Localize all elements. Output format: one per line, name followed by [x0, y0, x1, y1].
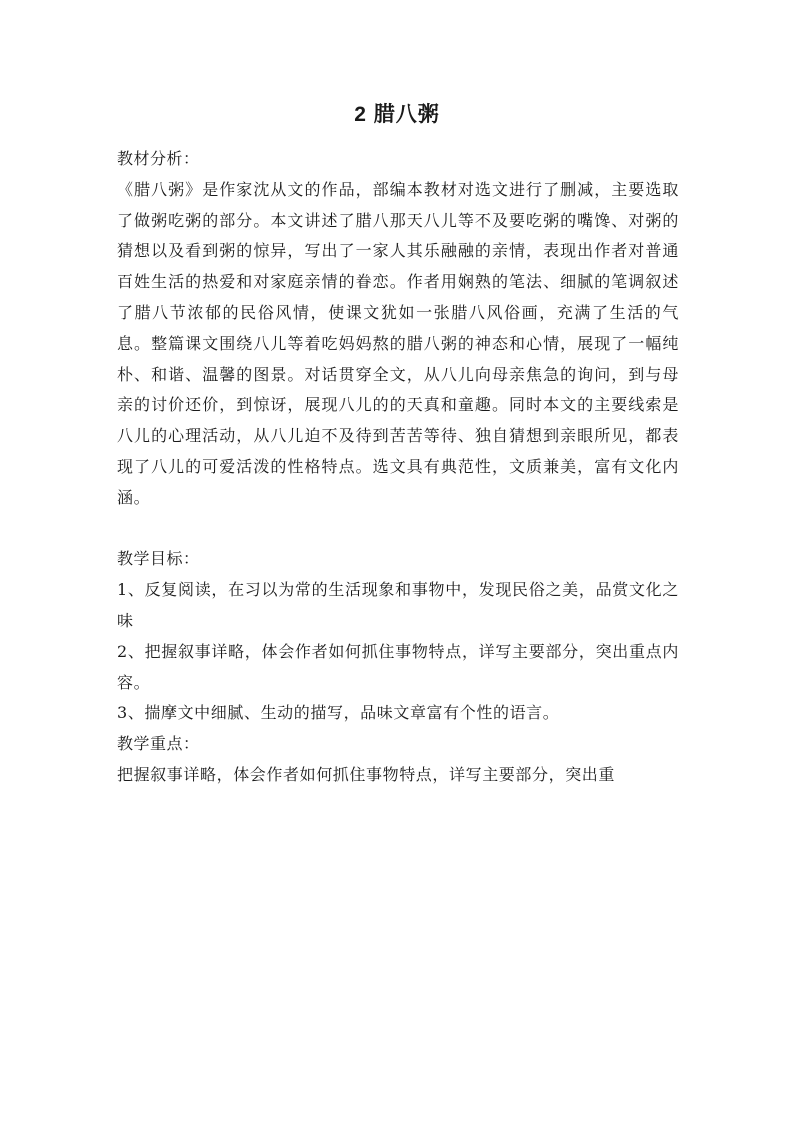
document-body	[117, 144, 679, 791]
goal-item-2: 2、把握叙事详略，体会作者如何抓住事物特点，详写主要部分，突出重点内容。	[117, 641, 679, 692]
blank-line	[117, 514, 679, 545]
analysis-paragraph: 《腊八粥》是作家沈从文的作品，部编本教材对选文进行了删减，主要选取了做粥吃粥的部分。本文讲述了腊八那天八儿等不及要吃粥的嘴馋、对粥的猜想以及看到粥的惊异，写出了一家人其乐融融的亲情，表现出作者对普通百姓生活的热爱和对家庭亲情的眷恋。作者用娴熟的笔法、细腻的笔调叙述了腊八节浓郁的民俗风情，使课文犹如一张腊八风俗画，充满了生活的气息。整篇课文围绕八儿等着吃妈妈熬的腊八粥的神态和心情，展现了一幅纯朴、和谐、温馨的图景。对话贯穿全文，从八儿向母亲焦急的询问，到与母亲的讨价还价，到惊讶，展现八儿的的天真和童趣。同时本文的主要线索是八儿的心理活动，从八儿迫不及待到苦苦等待、独自猜想到亲眼所见，都表现了八儿的可爱活泼的性格特点。选文具有典范性，文质兼美，富有文化内涵。	[117, 179, 679, 507]
section-heading-goals: 教学目标：	[117, 549, 200, 569]
goal-item-1: 1、反复阅读，在习以为常的生活现象和事物中，发现民俗之美，品赏文化之味	[117, 580, 679, 630]
section-heading-key-points: 教学重点：	[117, 734, 200, 754]
key-points-paragraph: 把握叙事详略，体会作者如何抓住事物特点，详写主要部分，突出重	[117, 764, 616, 784]
goal-item-3: 3、揣摩文中细腻、生动的描写，品味文章富有个性的语言。	[117, 703, 560, 723]
section-heading-analysis: 教材分析：	[117, 149, 200, 168]
document-title: 2 腊八粥	[354, 103, 440, 126]
